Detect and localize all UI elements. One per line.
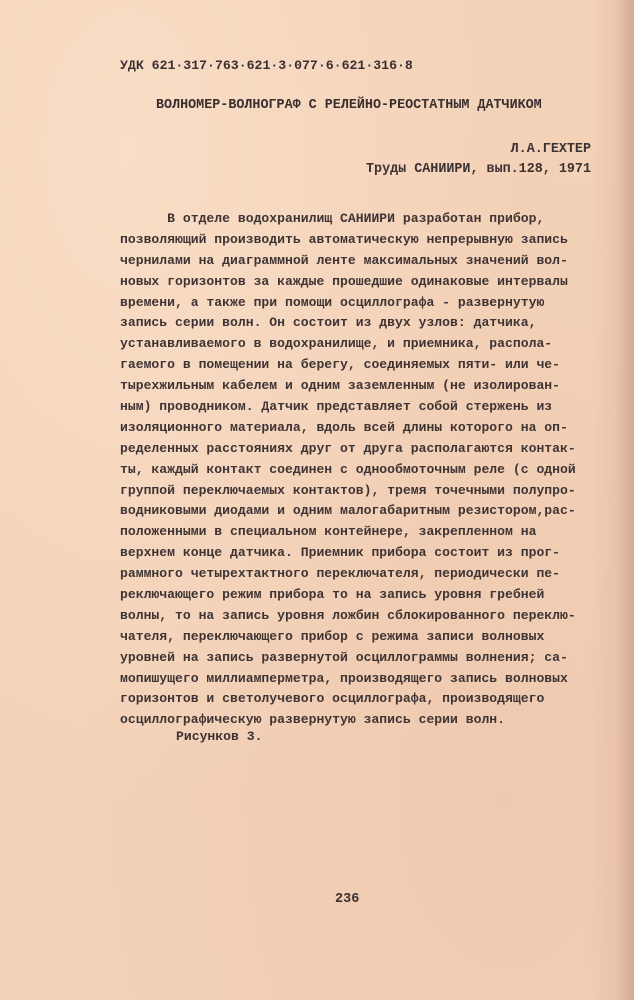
body-line: чателя, переключающего прибор с режима записи волновых: [120, 628, 545, 644]
figures-count-note: Рисунков 3.: [176, 729, 263, 744]
body-line: гаемого в помещении на берегу, соединяемых пяти- или че-: [120, 357, 561, 373]
publication-source: Труды САНИИРИ, вып.128, 1971: [366, 162, 591, 177]
body-line: устанавливаемого в водохранилище, и приемника, распола-: [120, 336, 553, 352]
body-line: волны, то на запись уровня ложбин сблокированного переклю-: [120, 607, 576, 623]
body-line: запись серии волн. Он состоит из двух узлов: датчика,: [120, 315, 537, 331]
article-title: ВОЛНОМЕР-ВОЛНОГРАФ С РЕЛЕЙНО-РЕОСТАТНЫМ ДАТЧИКОМ: [156, 98, 542, 113]
body-line: ределенных расстояниях друг от друга располагаются контак-: [120, 440, 576, 456]
body-line: ным) проводником. Датчик представляет собой стержень из: [120, 399, 553, 415]
body-line: реключающего режим прибора то на запись уровня гребней: [120, 587, 545, 603]
udc-classification: УДК 621·317·763·621·3·077·6·621·316·8: [120, 58, 413, 73]
author-name: Л.А.ГЕХТЕР: [510, 142, 591, 157]
page-edge-shadow: [616, 0, 634, 1000]
body-line: позволяющий производить автоматическую непрерывную запись: [120, 231, 568, 247]
body-line: новых горизонтов за каждые прошедшие одинаковые интервалы: [120, 273, 568, 289]
body-line: чернилами на диаграммной ленте максимальных значений вол-: [120, 252, 568, 268]
body-line: горизонтов и светолучевого осциллографа, производящего: [120, 691, 545, 707]
body-line: осциллографическую развернутую запись серии волн.: [120, 712, 506, 728]
body-line: тырехжильным кабелем и одним заземленным (не изолирован-: [120, 378, 561, 394]
body-line: уровней на запись развернутой осциллограммы волнения; са-: [120, 649, 568, 665]
body-line: раммного четырехтактного переключателя, периодически пе-: [120, 566, 561, 582]
abstract-body: [120, 209, 600, 731]
body-line: верхнем конце датчика. Приемник прибора состоит из прог-: [120, 545, 561, 561]
body-line: положенными в специальном контейнере, закрепленном на: [120, 524, 537, 540]
body-line: В отделе водохранилищ САНИИРИ разработан прибор,: [120, 211, 545, 226]
body-line: времени, а также при помощи осциллографа - развернутую: [120, 294, 545, 310]
body-line: группой переключаемых контактов), тремя точечными полупро-: [120, 482, 576, 498]
body-line: водниковыми диодами и одним малогабаритным резистором,рас-: [120, 503, 576, 519]
body-line: ты, каждый контакт соединен с однообмоточным реле (с одной: [120, 461, 576, 477]
page-number: 236: [335, 892, 360, 907]
body-line: мопишущего миллиамперметра, производящего запись волновых: [120, 670, 568, 686]
body-line: изоляционного материала, вдоль всей длины которого на оп-: [120, 419, 568, 435]
